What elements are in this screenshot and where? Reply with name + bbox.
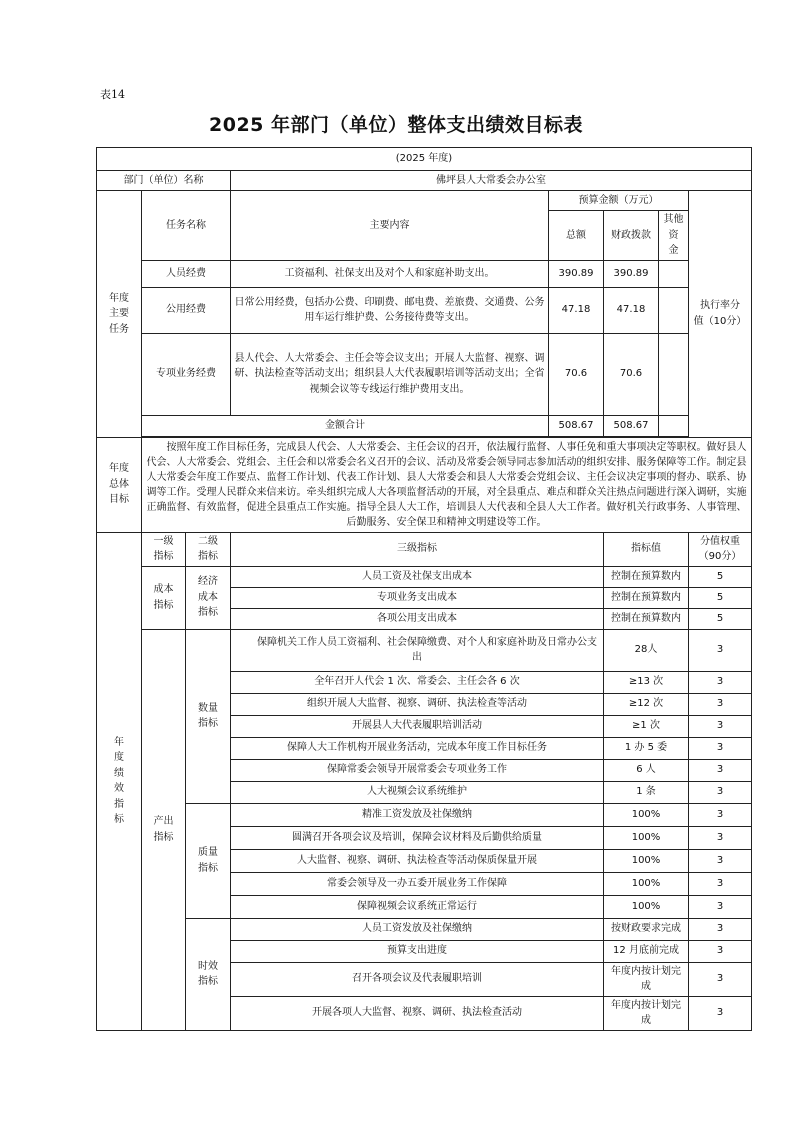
indicator-value: 1 办 5 委 <box>604 737 689 759</box>
indicator-weight: 3 <box>689 715 752 737</box>
unit-name-value: 佛坪县人大常委会办公室 <box>231 171 752 191</box>
task-fiscal: 70.6 <box>604 333 659 415</box>
indicator-weight: 3 <box>689 940 752 962</box>
indicator-value: 控制在预算数内 <box>604 587 689 608</box>
indicator-value: 年度内按计划完成 <box>604 996 689 1030</box>
indicator-value: 按财政要求完成 <box>604 918 689 940</box>
sum-other <box>659 415 689 436</box>
budget-other-header: 其他资 金 <box>659 211 689 261</box>
indicator-name: 保障机关工作人员工资福利、社会保障缴费、对个人和家庭补助及日常办公支出 <box>231 629 604 671</box>
execution-score: 执行率分 值（10分） <box>689 191 752 438</box>
value-header: 指标值 <box>604 532 689 566</box>
cost-level2: 经济 成本 指标 <box>186 566 231 629</box>
indicator-name: 召开各项会议及代表履职培训 <box>231 962 604 996</box>
level3-header: 三级指标 <box>231 532 604 566</box>
indicator-value: 1 条 <box>604 781 689 803</box>
indicator-weight: 3 <box>689 962 752 996</box>
indicator-value: 100% <box>604 895 689 918</box>
weight-header: 分值权重 （90分） <box>689 532 752 566</box>
indicator-value: 控制在预算数内 <box>604 608 689 629</box>
indicator-name: 专项业务支出成本 <box>231 587 604 608</box>
indicator-name: 各项公用支出成本 <box>231 608 604 629</box>
task-name-header: 任务名称 <box>142 191 231 261</box>
indicator-value: 年度内按计划完成 <box>604 962 689 996</box>
indicator-value: 100% <box>604 872 689 895</box>
indicator-weight: 3 <box>689 671 752 693</box>
goal-side-label: 年度 总体 目标 <box>97 437 142 532</box>
indicator-name: 人员工资发放及社保缴纳 <box>231 918 604 940</box>
task-name: 人员经费 <box>142 260 231 287</box>
task-content-header: 主要内容 <box>231 191 549 261</box>
task-total: 47.18 <box>549 287 604 333</box>
indicator-name: 人大视频会议系统维护 <box>231 781 604 803</box>
budget-header: 预算金额（万元） <box>549 191 689 211</box>
indicator-weight: 3 <box>689 996 752 1030</box>
indicator-value: ≥13 次 <box>604 671 689 693</box>
indicator-name: 保障人大工作机构开展业务活动，完成本年度工作目标任务 <box>231 737 604 759</box>
task-other <box>659 287 689 333</box>
budget-fiscal-header: 财政拨款 <box>604 211 659 261</box>
task-content: 日常公用经费，包括办公费、印刷费、邮电费、差旅费、交通费、公务用车运行维护费、公务接待费等支出。 <box>231 287 549 333</box>
cost-level1: 成本 指标 <box>142 566 186 629</box>
timeliness-level2: 时效 指标 <box>186 918 231 1030</box>
indicator-weight: 3 <box>689 803 752 826</box>
sum-total: 508.67 <box>549 415 604 436</box>
task-total: 70.6 <box>549 333 604 415</box>
indicator-weight: 3 <box>689 826 752 849</box>
indicator-weight: 3 <box>689 781 752 803</box>
indicator-weight: 3 <box>689 872 752 895</box>
sum-label: 金额合计 <box>142 415 549 436</box>
indicator-value: 100% <box>604 849 689 872</box>
task-total: 390.89 <box>549 260 604 287</box>
indicator-value: 100% <box>604 826 689 849</box>
indicator-weight: 3 <box>689 737 752 759</box>
indicator-weight: 3 <box>689 629 752 671</box>
indicator-name: 人大监督、视察、调研、执法检查等活动保质保量开展 <box>231 849 604 872</box>
indicators-side-label: 年 度 绩 效 指 标 <box>97 532 142 1030</box>
unit-name-label: 部门（单位）名称 <box>97 171 231 191</box>
indicator-weight: 3 <box>689 918 752 940</box>
task-name: 专项业务经费 <box>142 333 231 415</box>
indicator-name: 人员工资及社保支出成本 <box>231 566 604 587</box>
indicator-value: 6 人 <box>604 759 689 781</box>
indicator-weight: 3 <box>689 693 752 715</box>
task-content: 工资福利、社保支出及对个人和家庭补助支出。 <box>231 260 549 287</box>
indicator-weight: 3 <box>689 895 752 918</box>
budget-total-header: 总额 <box>549 211 604 261</box>
indicator-value: ≥12 次 <box>604 693 689 715</box>
task-name: 公用经费 <box>142 287 231 333</box>
level2-header: 二级 指标 <box>186 532 231 566</box>
indicator-name: 组织开展人大监督、视察、调研、执法检查等活动 <box>231 693 604 715</box>
table-number: 表14 <box>100 88 125 101</box>
tasks-side-label: 年度 主要 任务 <box>97 191 142 438</box>
output-level1: 产出 指标 <box>142 629 186 1030</box>
sum-fiscal: 508.67 <box>604 415 659 436</box>
indicator-name: 预算支出进度 <box>231 940 604 962</box>
level1-header: 一级 指标 <box>142 532 186 566</box>
task-other <box>659 333 689 415</box>
indicator-name: 圆满召开各项会议及培训，保障会议材料及后勤供给质量 <box>231 826 604 849</box>
indicator-value: 100% <box>604 803 689 826</box>
year-label: (2025 年度) <box>97 148 752 171</box>
quality-level2: 质量 指标 <box>186 803 231 918</box>
performance-table <box>96 147 752 1031</box>
indicator-value: 12 月底前完成 <box>604 940 689 962</box>
indicator-weight: 5 <box>689 608 752 629</box>
indicator-name: 常委会领导及一办五委开展业务工作保障 <box>231 872 604 895</box>
indicator-name: 开展各项人大监督、视察、调研、执法检查活动 <box>231 996 604 1030</box>
indicator-value: ≥1 次 <box>604 715 689 737</box>
indicator-weight: 5 <box>689 566 752 587</box>
indicator-weight: 3 <box>689 759 752 781</box>
indicator-weight: 3 <box>689 849 752 872</box>
indicator-name: 保障视频会议系统正常运行 <box>231 895 604 918</box>
task-fiscal: 390.89 <box>604 260 659 287</box>
quantity-level2: 数量 指标 <box>186 629 231 803</box>
indicator-name: 精准工资发放及社保缴纳 <box>231 803 604 826</box>
indicator-name: 全年召开人代会 1 次、常委会、主任会各 6 次 <box>231 671 604 693</box>
task-other <box>659 260 689 287</box>
indicator-value: 28人 <box>604 629 689 671</box>
task-content: 县人代会、人大常委会、主任会等会议支出；开展人大监督、视察、调研、执法检查等活动支出；组织县人大代表履职培训等活动支出；全省视频会议等专线运行维护费用支出。 <box>231 333 549 415</box>
task-fiscal: 47.18 <box>604 287 659 333</box>
page-title: 2025 年部门（单位）整体支出绩效目标表 <box>209 114 583 136</box>
goal-text: 按照年度工作目标任务，完成县人代会、人大常委会、主任会议的召开，依法履行监督、人事任免和重大事项决定等职权。做好县人代会、人大常委会、党组会、主任会和以常委会名义召开的会议、活动及常委会领导同志参加活动的组织安排、服务保障等工作。制定县人大常委会年度工作要点、监督工作计划、代表工作计划、县人大常委会和县人大常委会党组会议、主任会议决定事项的督办、联系、协调等工作。受理人民群众来信来访。牵头组织完成人大各项监督活动的开展，对全县重点、难点和群众关注热点问题进行深入调研，实施正确监督、有效监督，促进全县重点工作实施。指导全县人大工作，培训县人大代表和全县人大工作者。做好机关行政事务、人事管理、后勤服务、安全保卫和精神文明建设等工作。 <box>142 437 752 532</box>
indicator-name: 保障常委会领导开展常委会专项业务工作 <box>231 759 604 781</box>
indicator-value: 控制在预算数内 <box>604 566 689 587</box>
indicator-name: 开展县人大代表履职培训活动 <box>231 715 604 737</box>
indicator-weight: 5 <box>689 587 752 608</box>
